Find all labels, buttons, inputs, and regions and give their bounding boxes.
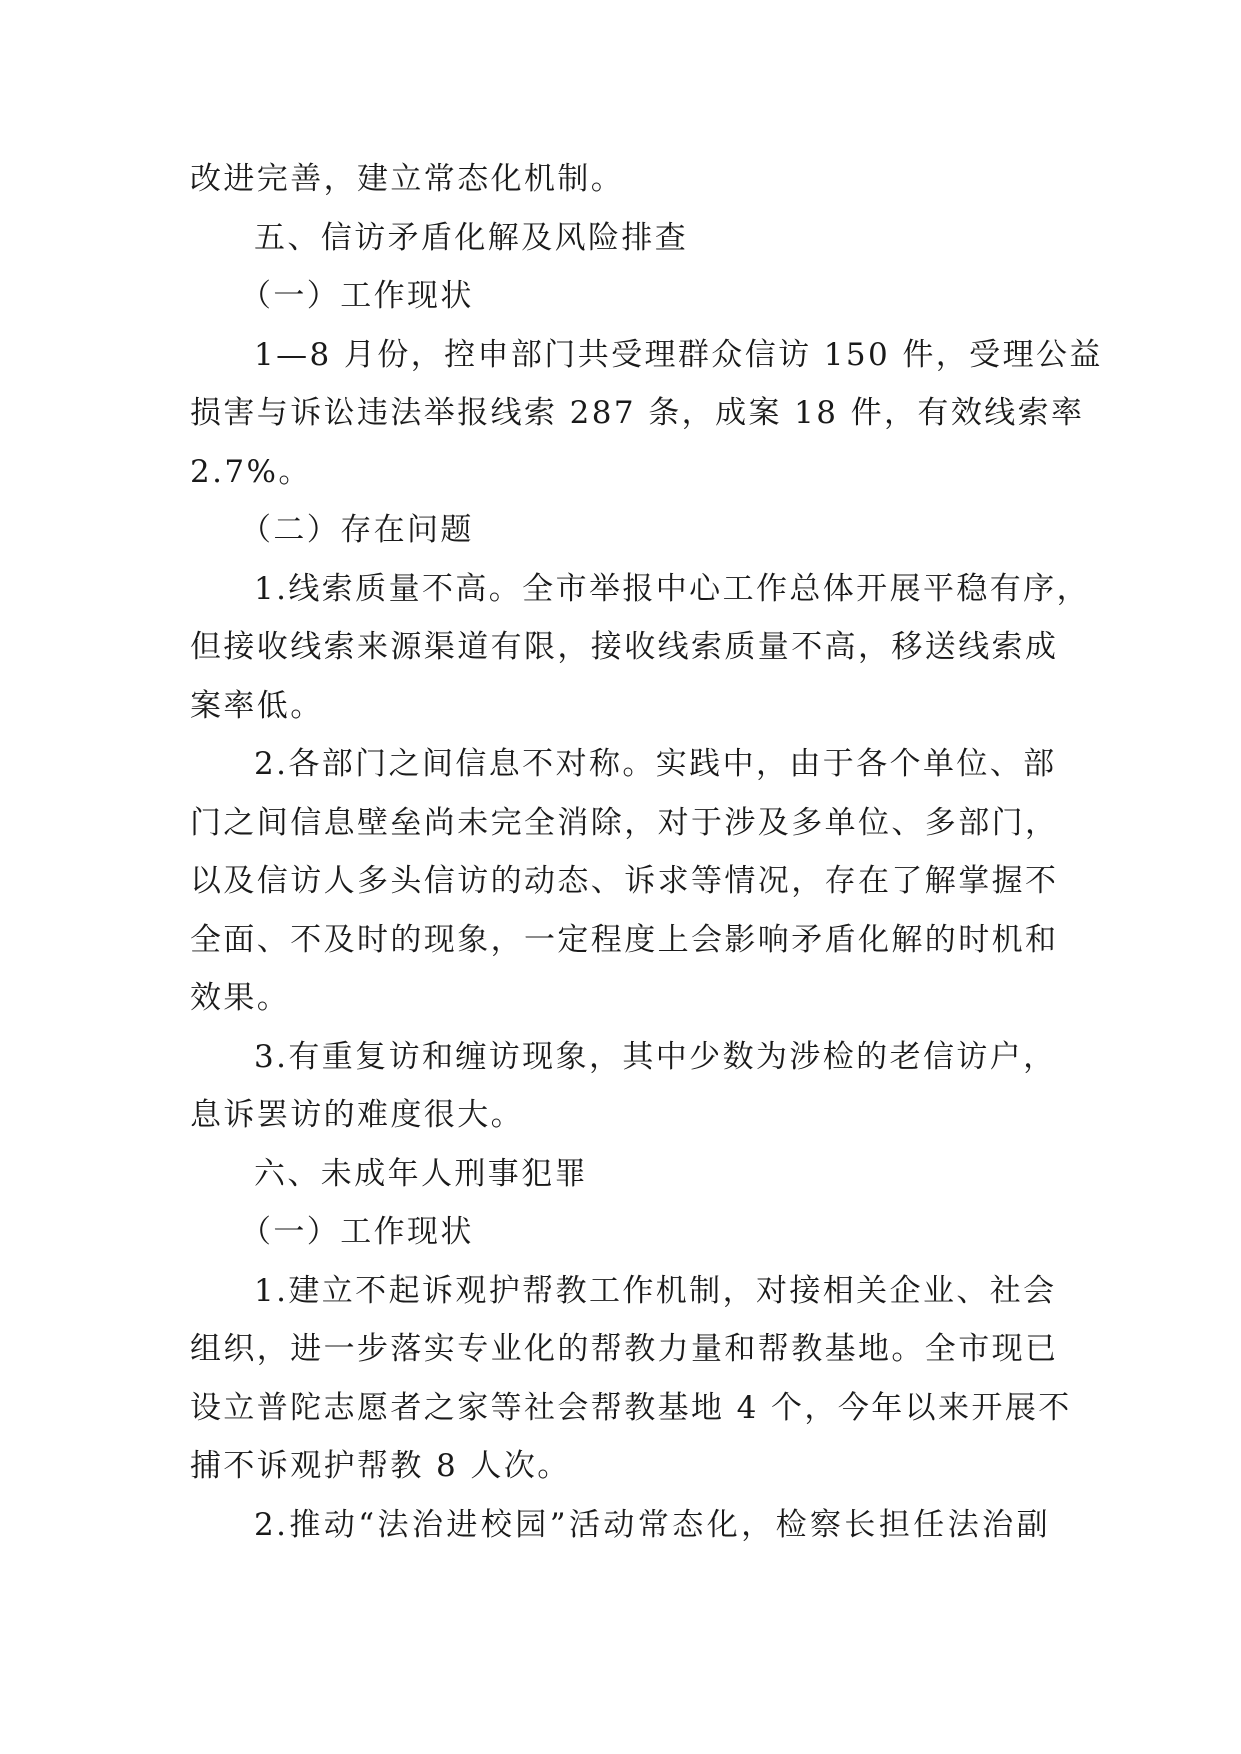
paragraph-line: 案率低。 — [190, 687, 324, 724]
section-heading-5: 五、信访矛盾化解及风险排查 — [254, 219, 689, 256]
paragraph-line: 息诉罢访的难度很大。 — [190, 1097, 524, 1133]
section-heading-6: 六、未成年人刑事犯罪 — [254, 1155, 588, 1192]
paragraph-line: 以及信访人多头信访的动态、诉求等情况，存在了解掌握不 — [190, 863, 1059, 899]
paragraph-line: 1—8 月份，控申部门共受理群众信访 150 件，受理公益 — [254, 336, 1103, 373]
paragraph-line: 捕不诉观护帮教 8 人次。 — [190, 1448, 571, 1484]
paragraph-line: 2.推动“法治进校园”活动常态化，检察长担任法治副 — [254, 1506, 1050, 1543]
paragraph-line: 设立普陀志愿者之家等社会帮教基地 4 个，今年以来开展不 — [190, 1389, 1072, 1426]
subsection-heading-problems: （二）存在问题 — [240, 512, 474, 548]
paragraph-line: 但接收线索来源渠道有限，接收线索质量不高，移送线索成 — [190, 629, 1059, 665]
paragraph-line: 损害与诉讼违法举报线索 287 条，成案 18 件，有效线索率 — [190, 395, 1085, 431]
paragraph-line: 3.有重复访和缠访现象，其中少数为涉检的老信访户， — [254, 1038, 1057, 1075]
paragraph-line: 1.线索质量不高。全市举报中心工作总体开展平稳有序， — [254, 570, 1090, 607]
paragraph-line: 2.7%。 — [190, 453, 312, 490]
paragraph-line: 组织，进一步落实专业化的帮教力量和帮教基地。全市现已 — [190, 1331, 1059, 1367]
document-body — [190, 150, 1103, 1554]
subsection-heading-status: （一）工作现状 — [240, 1214, 474, 1250]
paragraph-line: 1.建立不起诉观护帮教工作机制，对接相关企业、社会 — [254, 1272, 1057, 1309]
paragraph-line: 全面、不及时的现象，一定程度上会影响矛盾化解的时机和 — [190, 921, 1059, 958]
paragraph-line: 效果。 — [190, 980, 291, 1016]
subsection-heading-status: （一）工作现状 — [240, 278, 474, 314]
paragraph-line: 改进完善，建立常态化机制。 — [190, 161, 625, 197]
paragraph-line: 2.各部门之间信息不对称。实践中，由于各个单位、部 — [254, 746, 1057, 782]
paragraph-line: 门之间信息壁垒尚未完全消除，对于涉及多单位、多部门， — [190, 804, 1059, 841]
